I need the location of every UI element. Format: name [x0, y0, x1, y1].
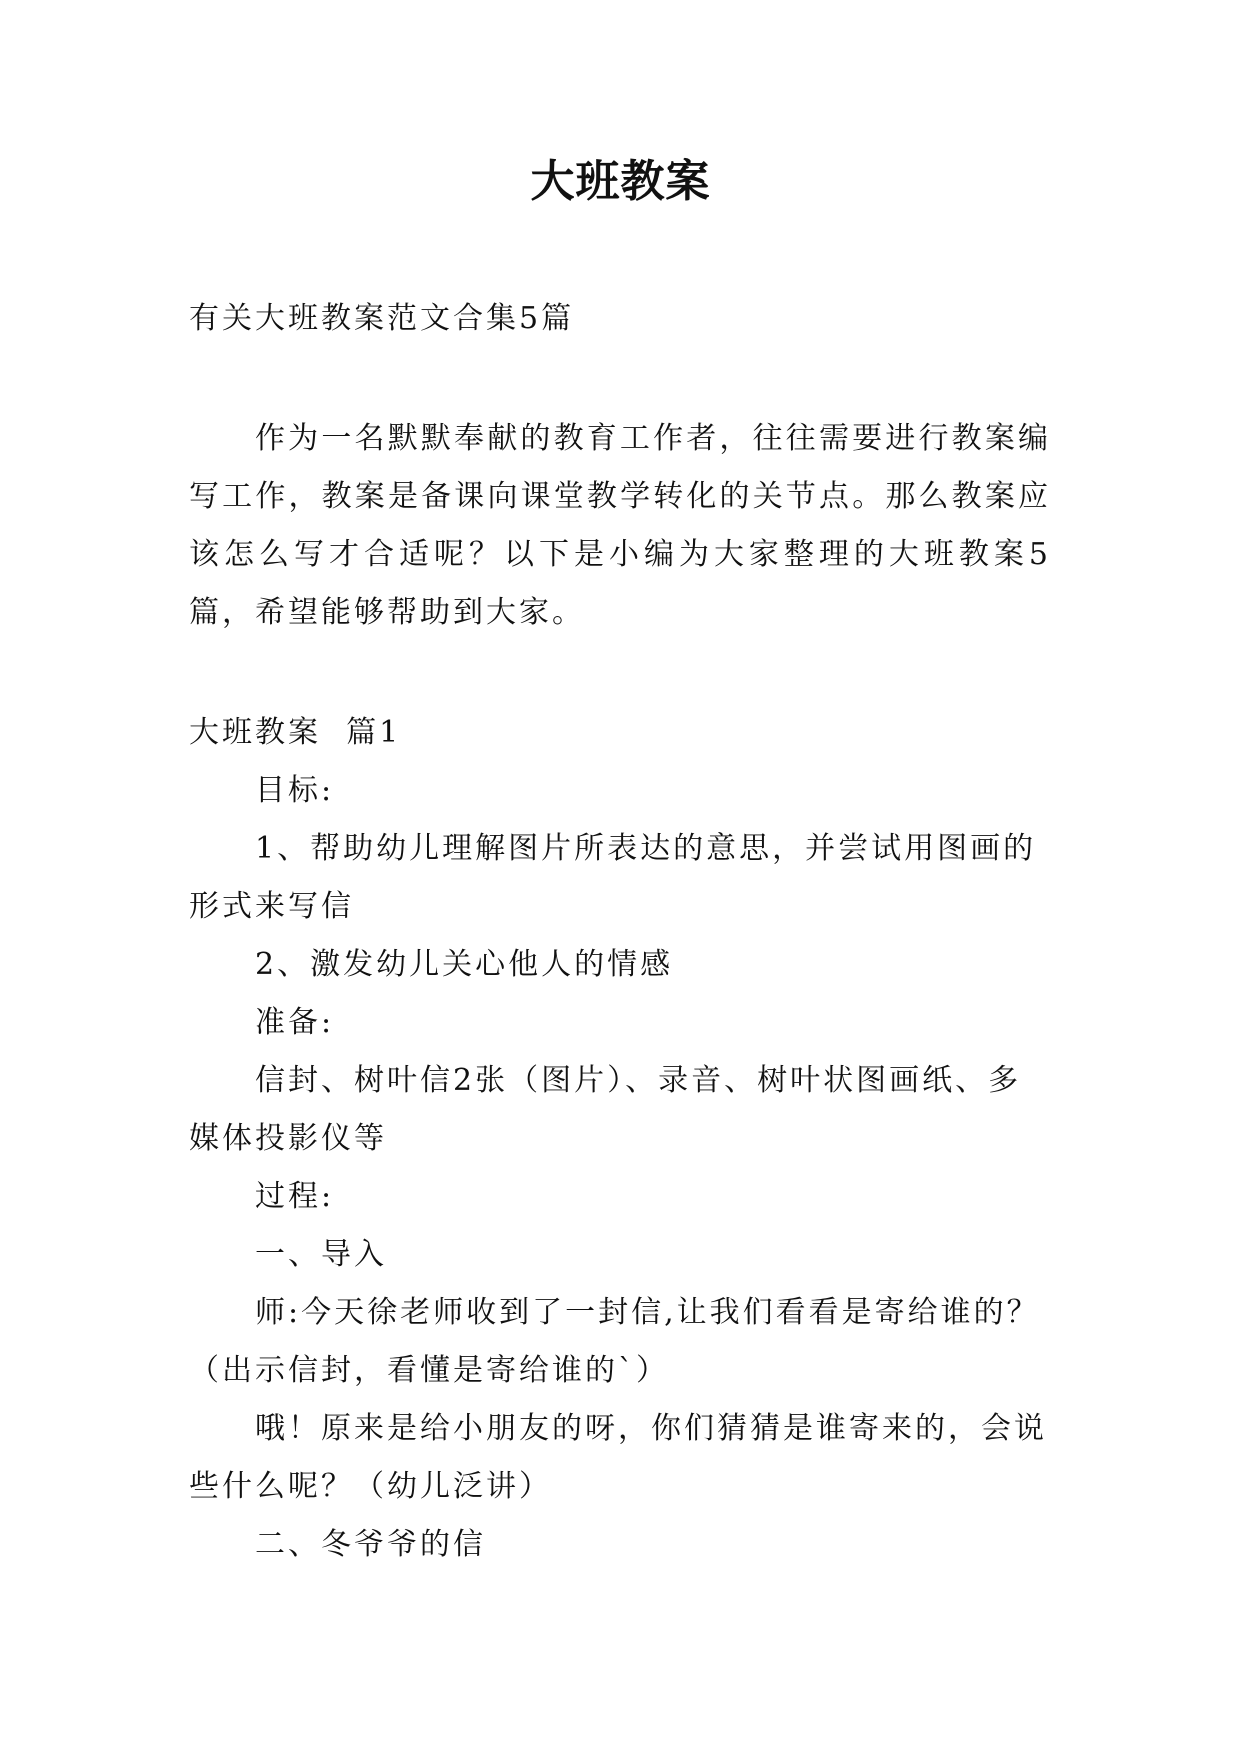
page-title: 大班教案 — [530, 156, 711, 207]
paragraph-step-two: 二、冬爷爷的信 — [255, 1527, 486, 1562]
paragraph-goal-1: 1、帮助幼儿理解图片所表达的意思，并尝试用图画的形式来写信 — [189, 831, 1037, 924]
paragraph-prep-label: 准备: — [255, 1005, 335, 1040]
paragraph-goals-label: 目标: — [255, 773, 335, 808]
document-body — [189, 290, 1051, 1574]
paragraph-step-intro: 一、导入 — [255, 1237, 387, 1272]
paragraph-goal-2: 2、激发幼儿关心他人的情感 — [255, 947, 674, 982]
paragraph-guess-line: 哦！原来是给小朋友的呀，你们猜猜是谁寄来的，会说些什么呢？（幼儿泛讲） — [189, 1411, 1047, 1504]
paragraph-process-label: 过程: — [255, 1179, 335, 1214]
section-heading: 大班教案 篇1 — [189, 715, 402, 750]
document-subtitle: 有关大班教案范文合集5篇 — [189, 301, 575, 336]
intro-paragraph: 作为一名默默奉献的教育工作者，往往需要进行教案编写工作，教案是备课向课堂教学转化的关节点。那么教案应该怎么写才合适呢？以下是小编为大家整理的大班教案5篇，希望能够帮助到大家。 — [189, 421, 1051, 630]
paragraph-teacher-line: 师:今天徐老师收到了一封信,让我们看看是寄给谁的？（出示信封，看懂是寄给谁的`） — [189, 1295, 1040, 1388]
paragraph-prep-items: 信封、树叶信2张（图片）、录音、树叶状图画纸、多媒体投影仪等 — [189, 1063, 1022, 1156]
